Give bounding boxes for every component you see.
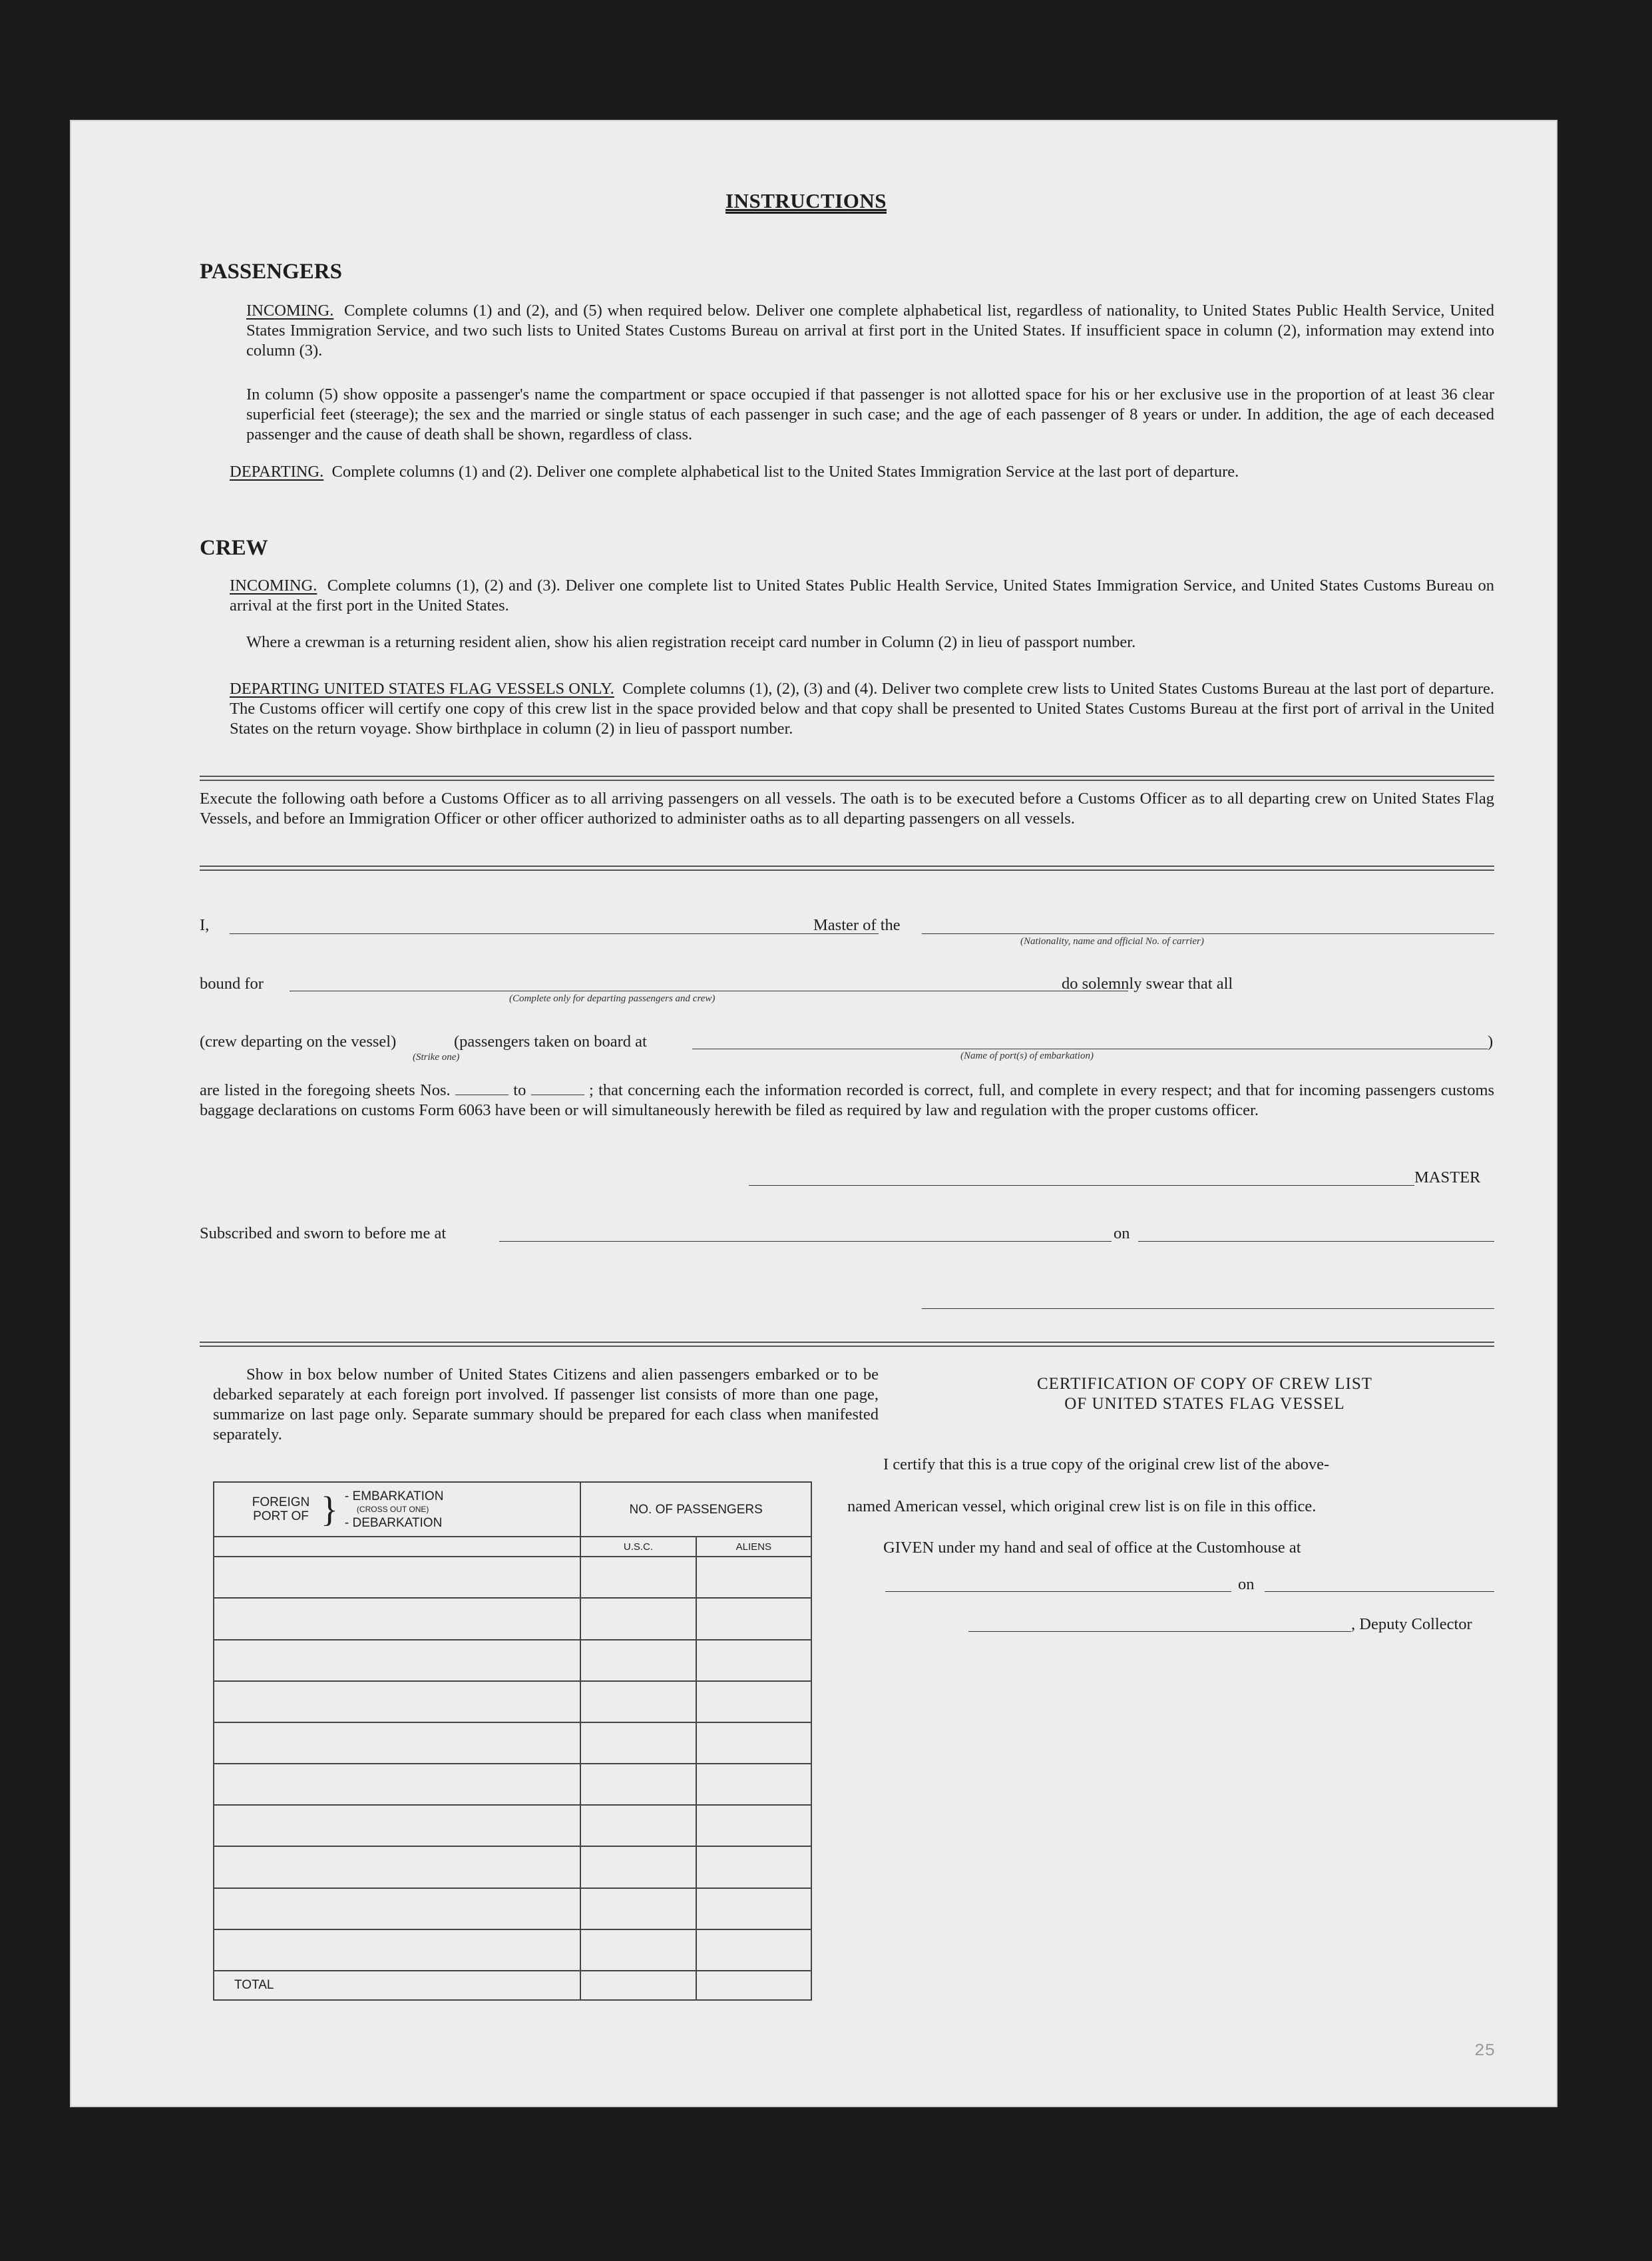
port-cell[interactable] xyxy=(214,1722,580,1764)
usc-cell[interactable] xyxy=(580,1764,696,1805)
usc-header: U.S.C. xyxy=(580,1537,696,1557)
listed-to: to xyxy=(513,1081,526,1099)
close-paren: ) xyxy=(1488,1033,1494,1051)
oath-i-label: I, xyxy=(200,916,210,934)
certification-heading-1: CERTIFICATION OF COPY OF CREW LIST xyxy=(1036,1375,1373,1393)
carrier-hint: (Nationality, name and official No. of carrier) xyxy=(1020,936,1204,947)
port-header-cell xyxy=(214,1482,580,1537)
aliens-cell[interactable] xyxy=(696,1929,811,1971)
no-of-passengers-label: NO. OF PASSENGERS xyxy=(629,1502,763,1517)
swear-label: do solemnly swear that all xyxy=(1062,975,1233,993)
aliens-cell[interactable] xyxy=(696,1598,811,1639)
passenger-summary-table xyxy=(213,1481,812,2001)
page-title: INSTRUCTIONS xyxy=(725,189,887,212)
port-cell[interactable] xyxy=(214,1805,580,1846)
passengers-header-cell xyxy=(580,1482,811,1537)
usc-cell[interactable] xyxy=(580,1681,696,1722)
aliens-cell[interactable] xyxy=(696,1722,811,1764)
crew-departing-text: Complete columns (1), (2), (3) and (4). Deliver two complete crew lists to United States Customs Bureau at the last port of departure. The Customs officer will certify one copy of this crew list in the space provided below and that copy shall be presented to United States Customs Bureau at the first port of arrival in the United States on the return voyage. Show birthplace in column (2) in lieu of passport number. xyxy=(230,680,1494,738)
certification-heading-2: OF UNITED STATES FLAG VESSEL xyxy=(1064,1395,1345,1413)
port-cell[interactable] xyxy=(214,1681,580,1722)
bound-for-hint: (Complete only for departing passengers and crew) xyxy=(509,993,716,1004)
port-cell[interactable] xyxy=(214,1888,580,1929)
listed-prefix: are listed in the foregoing sheets Nos. xyxy=(200,1081,451,1099)
total-aliens-cell[interactable] xyxy=(696,1971,811,2000)
sworn-date-field[interactable] xyxy=(1138,1241,1494,1242)
crew-resident: Where a crewman is a returning resident alien, show his alien registration receipt card number in Column (2) in lieu of passport number. xyxy=(246,633,1136,651)
cross-out-label: (CROSS OUT ONE) xyxy=(356,1504,429,1514)
debarkation-label: - DEBARKATION xyxy=(344,1515,443,1530)
usc-cell[interactable] xyxy=(580,1722,696,1764)
aliens-cell[interactable] xyxy=(696,1805,811,1846)
aliens-cell[interactable] xyxy=(696,1764,811,1805)
deputy-collector-label: , Deputy Collector xyxy=(1351,1615,1472,1633)
passengers-incoming xyxy=(246,301,1494,361)
port-cell[interactable] xyxy=(214,1598,580,1639)
certification-line-2: named American vessel, which original crew list is on file in this office. xyxy=(847,1497,1317,1515)
usc-cell[interactable] xyxy=(580,1805,696,1846)
section-divider xyxy=(200,776,1494,781)
passengers-heading: PASSENGERS xyxy=(200,260,342,284)
passengers-column5: In column (5) show opposite a passenger's name the compartment or space occupied if that passenger is not allotted space for his or her exclusive use in the proportion of at least 36 clear superficial feet (steerage); the sex and the married or single status of each passenger in such case; and the age of each passenger of 8 years or under. In addition, the age of each deceased passenger and the cause of death shall be shown, regardless of class. xyxy=(246,385,1494,443)
certification-line-3: GIVEN under my hand and seal of office at the Customhouse at xyxy=(883,1539,1301,1557)
strike-hint: (Strike one) xyxy=(413,1052,460,1063)
passengers-departing-label: DEPARTING. xyxy=(230,463,324,481)
usc-cell[interactable] xyxy=(580,1888,696,1929)
total-usc-cell[interactable] xyxy=(580,1971,696,2000)
subscribed-label: Subscribed and sworn to before me at xyxy=(200,1224,447,1242)
crew-departing xyxy=(230,679,1494,739)
summary-instructions: Show in box below number of United States Citizens and alien passengers embarked or to be debarked separately at each foreign port involved. If passenger list consists of more than one page, summarize on last page only. Separate summary should be prepared for each class when manifested separately. xyxy=(213,1366,879,1443)
crew-departing-label: DEPARTING UNITED STATES FLAG VESSELS ONLY. xyxy=(230,680,614,698)
usc-cell[interactable] xyxy=(580,1640,696,1681)
aliens-cell[interactable] xyxy=(696,1557,811,1598)
master-label: MASTER xyxy=(1414,1168,1481,1186)
usc-cell[interactable] xyxy=(580,1929,696,1971)
crew-departing-option: (crew departing on the vessel) xyxy=(200,1033,397,1051)
crew-incoming xyxy=(230,576,1494,616)
passengers-departing xyxy=(230,462,1494,482)
crew-incoming-text: Complete columns (1), (2) and (3). Deliver one complete list to United States Public Health Service, United States Immigration Service, and United States Customs Bureau on arrival at the first port in the United States. xyxy=(230,577,1495,615)
sworn-on-label: on xyxy=(1114,1224,1130,1242)
port-cell[interactable] xyxy=(214,1557,580,1598)
carrier-field[interactable] xyxy=(922,933,1494,934)
certification-on-label: on xyxy=(1238,1575,1255,1593)
passengers-departing-text: Complete columns (1) and (2). Deliver one complete alphabetical list to the United States Immigration Service at the last port of departure. xyxy=(331,463,1239,481)
aliens-cell[interactable] xyxy=(696,1640,811,1681)
master-signature-field[interactable] xyxy=(749,1185,1414,1186)
aliens-cell[interactable] xyxy=(696,1846,811,1887)
port-cell[interactable] xyxy=(214,1764,580,1805)
listed-suffix: ; that concerning each the information recorded is correct, full, and complete in every respect; and that for incoming passengers customs baggage declarations on customs Form 6063 have been or will simultaneously herewith be filed as required by law and regulation with the proper customs officer. xyxy=(200,1081,1495,1119)
master-of-label: Master of the xyxy=(813,916,901,934)
usc-cell[interactable] xyxy=(580,1557,696,1598)
customhouse-field[interactable] xyxy=(885,1591,1231,1592)
aliens-cell[interactable] xyxy=(696,1888,811,1929)
port-hint: (Name of port(s) of embarkation) xyxy=(960,1051,1094,1061)
oath-divider xyxy=(200,866,1494,871)
master-name-field[interactable] xyxy=(230,933,879,934)
crew-incoming-label: INCOMING. xyxy=(230,577,317,595)
crew-heading: CREW xyxy=(200,536,268,560)
listed-statement xyxy=(200,1081,1494,1121)
foreign-port-label: FOREIGN PORT OF xyxy=(252,1495,310,1524)
port-cell[interactable] xyxy=(214,1640,580,1681)
usc-cell[interactable] xyxy=(580,1846,696,1887)
port-cell[interactable] xyxy=(214,1929,580,1971)
port-cell[interactable] xyxy=(214,1846,580,1887)
oath-intro: Execute the following oath before a Customs Officer as to all arriving passengers on all vessels. The oath is to be executed before a Customs Officer as to all departing crew on United States Flag Vessels, and before an Immigration Officer or other officer authorized to administer oaths as to all departing passengers on all vessels. xyxy=(200,790,1494,828)
certification-date-field[interactable] xyxy=(1265,1591,1494,1592)
embarkation-label: - EMBARKATION xyxy=(344,1489,444,1503)
lower-divider xyxy=(200,1342,1494,1347)
aliens-cell[interactable] xyxy=(696,1681,811,1722)
passengers-incoming-label: INCOMING. xyxy=(246,302,334,320)
officer-signature-field[interactable] xyxy=(922,1308,1494,1309)
total-label: TOTAL xyxy=(214,1971,580,2000)
brace-icon: } xyxy=(321,1489,338,1530)
certification-line-1: I certify that this is a true copy of the original crew list of the above- xyxy=(883,1455,1330,1473)
subheader-blank xyxy=(214,1537,580,1557)
passengers-incoming-text: Complete columns (1) and (2), and (5) when required below. Deliver one complete alphabetical list, regardless of nationality, to United States Public Health Service, United States Immigration Service, and two such lists to United States Customs Bureau on arrival at first port in the United States. If insufficient space in column (2), information may extend into column (3). xyxy=(246,302,1495,360)
aliens-header: ALIENS xyxy=(696,1537,811,1557)
page-number: 25 xyxy=(1474,2041,1496,2061)
deputy-signature-field[interactable] xyxy=(968,1631,1351,1632)
sworn-place-field[interactable] xyxy=(499,1241,1112,1242)
passengers-taken-option: (passengers taken on board at xyxy=(454,1033,647,1051)
usc-cell[interactable] xyxy=(580,1598,696,1639)
form-page xyxy=(70,120,1557,2107)
bound-for-label: bound for xyxy=(200,975,264,993)
